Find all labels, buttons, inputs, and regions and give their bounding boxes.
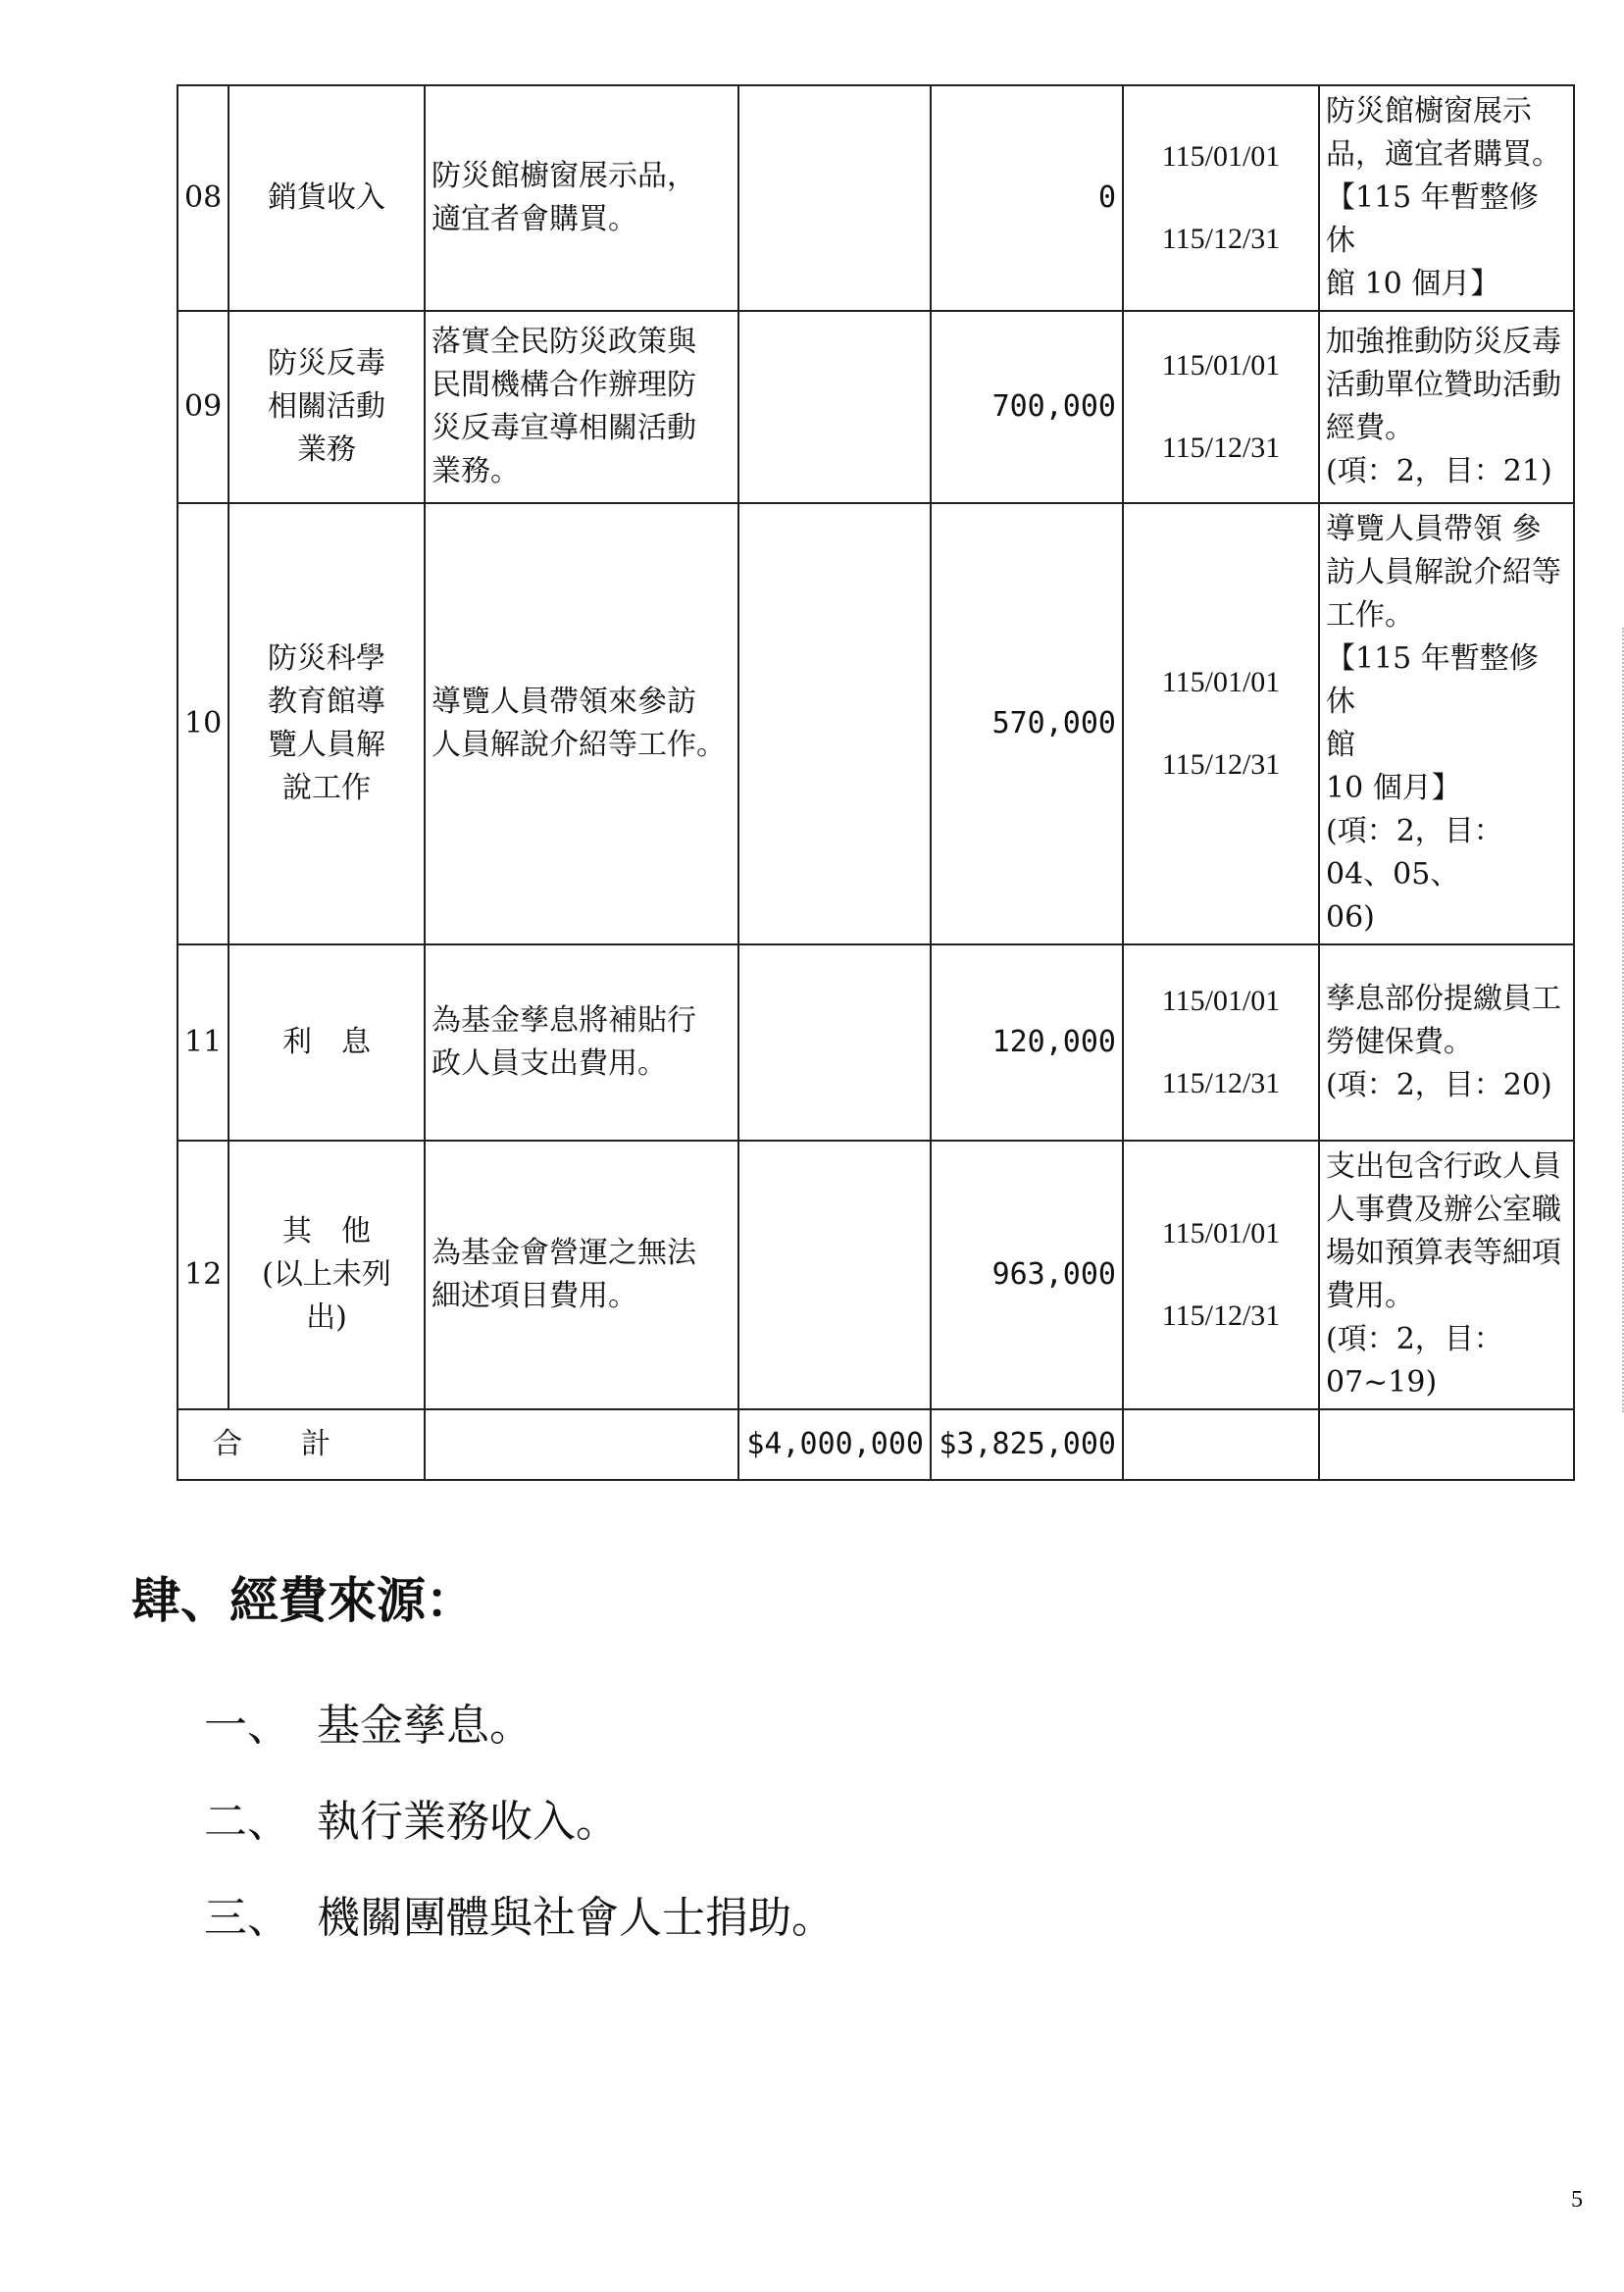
item-name-cell: [228, 311, 425, 503]
note-line: 經費。: [1326, 411, 1414, 445]
table-row: [178, 1141, 1574, 1409]
total-period-cell: [1123, 1409, 1319, 1480]
amount-cell: 570,000: [931, 503, 1123, 944]
period-cell: [1123, 503, 1319, 944]
item-name-line: 說工作: [282, 771, 371, 805]
item-name-line: 其 他: [282, 1214, 371, 1248]
list-text: 機關團體與社會人士捐助。: [317, 1893, 835, 1943]
description-line: 業務。: [431, 454, 520, 488]
note-line: 館 10 個月】: [1326, 267, 1500, 301]
item-name-line: 防災科學: [268, 641, 385, 676]
item-name-cell: [228, 944, 425, 1141]
budget-cell: [738, 311, 931, 503]
date-spacer: [1130, 1255, 1312, 1295]
description-line: 人員解說介紹等工作。: [431, 728, 726, 762]
start-date: 115/01/01: [1161, 1217, 1281, 1249]
note-cell: [1319, 311, 1574, 503]
period-cell: [1123, 944, 1319, 1141]
list-text: 執行業務收入。: [317, 1797, 619, 1847]
description-line: 為基金孳息將補貼行: [431, 1003, 696, 1038]
item-name-line: 出): [306, 1300, 347, 1335]
total-row: [178, 1409, 1574, 1480]
period-cell: [1123, 311, 1319, 503]
note-line: 人事費及辦公室職: [1326, 1193, 1561, 1227]
description-cell: [425, 1141, 738, 1409]
description-line: 政人員支出費用。: [431, 1046, 667, 1081]
amount-cell: 0: [931, 85, 1123, 311]
description-cell: [425, 944, 738, 1141]
row-number: 10: [178, 503, 228, 944]
budget-cell: [738, 503, 931, 944]
description-cell: [425, 311, 738, 503]
end-date: 115/12/31: [1161, 223, 1281, 255]
description-cell: [425, 503, 738, 944]
note-line: 支出包含行政人員: [1326, 1149, 1561, 1184]
item-name-line: 利 息: [282, 1025, 371, 1059]
table-row: [178, 311, 1574, 503]
note-line: 工作。: [1326, 598, 1414, 633]
amount-cell: 963,000: [931, 1141, 1123, 1409]
budget-cell: [738, 944, 931, 1141]
list-number: 二、: [204, 1797, 290, 1847]
budget-cell: [738, 1141, 931, 1409]
list-number: 三、: [204, 1893, 290, 1943]
funding-source-item: [204, 1673, 835, 1769]
section-title: 肆、經費來源：: [131, 1572, 475, 1629]
note-cell: [1319, 503, 1574, 944]
note-line: (項：2，目：21): [1326, 454, 1552, 488]
note-line: 品，適宜者購買。: [1326, 137, 1561, 172]
note-line: 館: [1326, 728, 1355, 762]
total-label: 合計: [178, 1409, 425, 1480]
total-desc-cell: [425, 1409, 738, 1480]
list-number: 一、: [204, 1701, 290, 1751]
item-name-line: 教育館導: [268, 685, 385, 719]
start-date: 115/01/01: [1161, 985, 1281, 1017]
start-date: 115/01/01: [1161, 349, 1281, 382]
description-line: 為基金會營運之無法: [431, 1236, 696, 1270]
note-line: 孳息部份提繳員工: [1326, 982, 1561, 1016]
budget-cell: [738, 85, 931, 311]
note-line: 防災館櫥窗展示: [1326, 94, 1532, 128]
period-cell: [1123, 85, 1319, 311]
note-line: 活動單位贊助活動: [1326, 368, 1561, 402]
date-spacer: [1130, 704, 1312, 743]
table-body: [178, 85, 1574, 1480]
item-name-line: 銷貨收入: [268, 180, 385, 215]
note-line: 勞健保費。: [1326, 1025, 1473, 1059]
note-line: 場如預算表等細項: [1326, 1236, 1561, 1270]
scan-edge-mark: [1619, 628, 1624, 1412]
funding-source-item: [204, 1865, 835, 1961]
note-line: 【115 年暫整修休: [1326, 180, 1539, 258]
description-line: 適宜者會購買。: [431, 202, 637, 236]
note-line: 費用。: [1326, 1279, 1414, 1313]
table-row: [178, 503, 1574, 944]
start-date: 115/01/01: [1161, 666, 1281, 698]
amount-cell: 120,000: [931, 944, 1123, 1141]
date-spacer: [1130, 178, 1312, 218]
note-line: 導覽人員帶領 參: [1326, 512, 1542, 546]
date-spacer: [1130, 1023, 1312, 1062]
note-cell: [1319, 85, 1574, 311]
start-date: 115/01/01: [1161, 140, 1281, 173]
row-number: 11: [178, 944, 228, 1141]
description-line: 防災館櫥窗展示品，: [431, 159, 696, 193]
description-line: 細述項目費用。: [431, 1279, 637, 1313]
row-number: 12: [178, 1141, 228, 1409]
amount-cell: 700,000: [931, 311, 1123, 503]
note-cell: [1319, 1141, 1574, 1409]
item-name-cell: [228, 1141, 425, 1409]
note-line: 【115 年暫整修休: [1326, 641, 1539, 719]
item-name-line: 覽人員解: [268, 728, 385, 762]
note-line: 訪人員解說介紹等: [1326, 555, 1561, 589]
end-date: 115/12/31: [1161, 748, 1281, 781]
note-line: (項：2，目：20): [1326, 1068, 1552, 1102]
end-date: 115/12/31: [1161, 1299, 1281, 1332]
row-number: 09: [178, 311, 228, 503]
note-line: (項：2，目：07~19): [1326, 1322, 1503, 1400]
note-line: (項：2，目：04、05、: [1326, 814, 1503, 891]
description-line: 民間機構合作辦理防: [431, 368, 696, 402]
list-text: 基金孳息。: [317, 1701, 533, 1751]
end-date: 115/12/31: [1161, 432, 1281, 464]
budget-table: [177, 84, 1575, 1481]
note-line: 06): [1326, 900, 1375, 935]
page-number: 5: [1571, 2187, 1583, 2213]
description-cell: [425, 85, 738, 311]
description-line: 災反毒宣導相關活動: [431, 411, 696, 445]
total-note-cell: [1319, 1409, 1574, 1480]
table-row: [178, 944, 1574, 1141]
total-budget: $4,000,000: [738, 1409, 931, 1480]
item-name-line: 防災反毒: [268, 346, 385, 381]
item-name-cell: [228, 85, 425, 311]
note-line: 加強推動防災反毒: [1326, 325, 1561, 359]
note-line: 10 個月】: [1326, 771, 1461, 805]
item-name-line: (以上未列: [262, 1257, 391, 1292]
table-row: [178, 85, 1574, 311]
funding-source-list: [204, 1673, 835, 1961]
item-name-cell: [228, 503, 425, 944]
description-line: 導覽人員帶領來參訪: [431, 685, 696, 719]
row-number: 08: [178, 85, 228, 311]
item-name-line: 相關活動: [268, 389, 385, 424]
description-line: 落實全民防災政策與: [431, 325, 696, 359]
total-amount: $3,825,000: [931, 1409, 1123, 1480]
note-cell: [1319, 944, 1574, 1141]
period-cell: [1123, 1141, 1319, 1409]
item-name-line: 業務: [297, 433, 356, 467]
end-date: 115/12/31: [1161, 1067, 1281, 1099]
date-spacer: [1130, 387, 1312, 427]
funding-source-item: [204, 1769, 835, 1865]
